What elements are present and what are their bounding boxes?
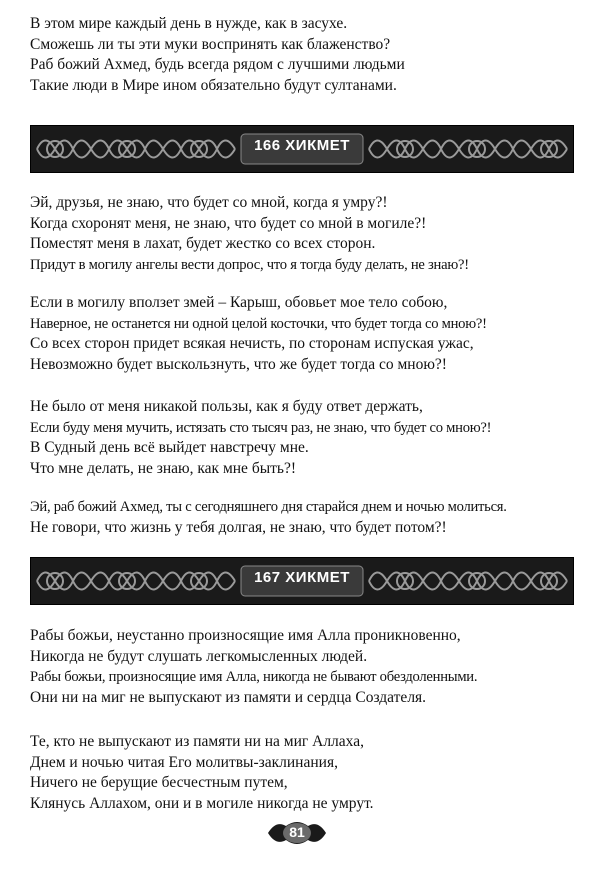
verse-line: Поместят меня в лахат, будет жестко со всех сторон. (30, 235, 376, 252)
verse-line: Днем и ночью читая Его молитвы-заклинания, (30, 753, 338, 771)
stanza-7 (30, 732, 590, 814)
verse-line: Рабы божьи, произносящие имя Алла, никогда не бывают обездоленными. (30, 669, 478, 685)
stanza-5 (30, 497, 590, 538)
verse-line: Рабы божьи, неустанно произносящие имя Алла проникновенно, (30, 627, 461, 644)
stanza-2 (30, 193, 590, 275)
verse-line: Не говори, что жизнь у тебя долгая, не знаю, что будет потом?! (30, 518, 447, 536)
verse-line: Эй, друзья, не знаю, что будет со мной, когда я умру?! (30, 194, 388, 211)
stanza-1 (30, 14, 590, 96)
section-banner-167 (30, 557, 574, 605)
verse-line: Когда схоронят меня, не знаю, что будет со мной в могиле?! (30, 214, 427, 232)
page-number-badge (266, 818, 328, 848)
verse-line: Ничего не берущие бесчестным путем, (30, 774, 288, 791)
verse-line: В Судный день всё выйдет навстречу мне. (30, 439, 309, 456)
verse-line: Со всех сторон придет всякая нечисть, по сторонам испуская ужас, (30, 335, 474, 352)
banner-title: 167 ХИКМЕТ (254, 569, 350, 586)
verse-line: Придут в могилу ангелы вести допрос, что я тогда буду делать, не знаю?! (30, 256, 469, 273)
stanza-6 (30, 626, 590, 708)
verse-line: Наверное, не останется ни одной целой косточки, что будет тогда со мною?! (30, 315, 487, 332)
verse-line: Клянусь Аллахом, они и в могиле никогда не умрут. (30, 794, 374, 812)
stanza-4 (30, 397, 590, 479)
verse-line: В этом мире каждый день в нужде, как в засухе. (30, 15, 348, 32)
verse-line: Сможешь ли ты эти муки воспринять как блаженство? (30, 35, 391, 53)
stanza-3 (30, 293, 590, 375)
verse-line: Те, кто не выпускают из памяти ни на миг Аллаха, (30, 733, 364, 750)
verse-line: Эй, раб божий Ахмед, ты с сегодняшнего дня старайся днем и ночью молиться. (30, 499, 507, 515)
verse-line: Если в могилу вползет змей – Карыш, обовьет мое тело собою, (30, 294, 448, 311)
verse-line: Никогда не будут слушать легкомысленных людей. (30, 647, 368, 665)
verse-line: Они ни на миг не выпускают из памяти и сердца Создателя. (30, 688, 427, 706)
verse-line: Что мне делать, не знаю, как мне быть?! (30, 459, 296, 477)
verse-line: Невозможно будет выскользнуть, что же будет тогда со мною?! (30, 355, 447, 373)
verse-line: Не было от меня никакой пользы, как я буду ответ держать, (30, 398, 423, 415)
section-banner-166 (30, 125, 574, 173)
banner-title: 166 ХИКМЕТ (254, 137, 350, 154)
verse-line: Такие люди в Мире ином обязательно будут султанами. (30, 76, 397, 94)
verse-line: Если буду меня мучить, истязать сто тысяч раз, не знаю, что будет со мною?! (30, 419, 492, 436)
page-number: 81 (289, 824, 305, 840)
verse-line: Раб божий Ахмед, будь всегда рядом с лучшими людьми (30, 56, 405, 73)
